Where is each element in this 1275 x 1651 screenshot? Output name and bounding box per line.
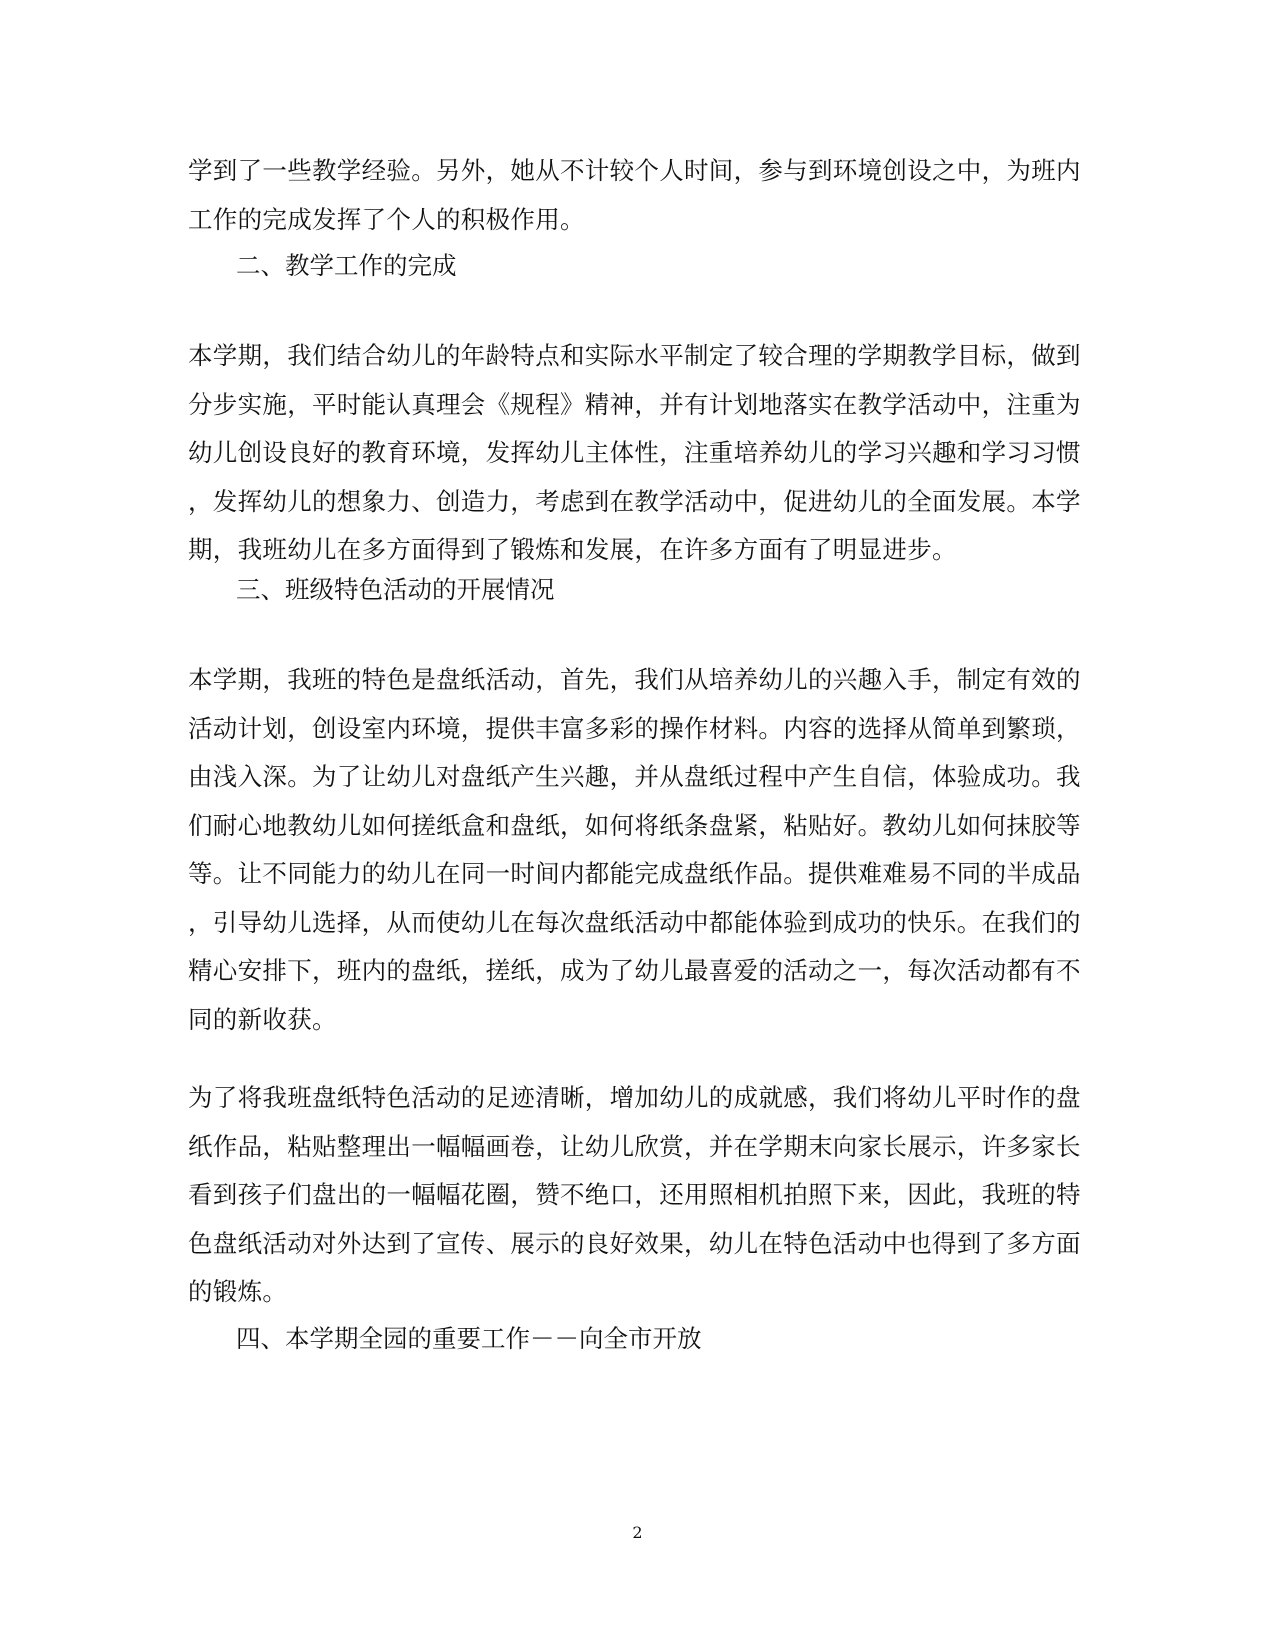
text-line: 为了将我班盘纸特色活动的足迹清晰，增加幼儿的成就感，我们将幼儿平时作的盘	[188, 1083, 1081, 1112]
text-line: 分步实施，平时能认真理会《规程》精神，并有计划地落实在教学活动中，注重为	[188, 389, 1081, 419]
text-line: 期，我班幼儿在多方面得到了锻炼和发展，在许多方面有了明显进步。	[188, 535, 957, 564]
teaching-work-paragraph	[188, 332, 1088, 575]
class-activities-paragraph-1	[188, 656, 1088, 1044]
text-line: ，发挥幼儿的想象力、创造力，考虑到在教学活动中，促进幼儿的全面发展。本学	[188, 486, 1081, 516]
text-line: 工作的完成发挥了个人的积极作用。	[188, 204, 585, 234]
text-line: 色盘纸活动对外达到了宣传、展示的良好效果，幼儿在特色活动中也得到了多方面	[188, 1228, 1081, 1258]
text-line: 由浅入深。为了让幼儿对盘纸产生兴趣，并从盘纸过程中产生自信，体验成功。我	[188, 762, 1081, 791]
text-line: 们耐心地教幼儿如何搓纸盒和盘纸，如何将纸条盘紧，粘贴好。教幼儿如何抹胶等	[188, 810, 1081, 840]
text-line: 学到了一些教学经验。另外，她从不计较个人时间，参与到环境创设之中，为班内	[188, 156, 1081, 185]
text-line: 同的新收获。	[188, 1004, 337, 1034]
section-heading-class-activities: 三、班级特色活动的开展情况	[236, 575, 555, 604]
text-line: 幼儿创设良好的教育环境，发挥幼儿主体性，注重培养幼儿的学习兴趣和学习习惯	[188, 438, 1081, 467]
text-line: 活动计划，创设室内环境，提供丰富多彩的操作材料。内容的选择从简单到繁琐，	[188, 713, 1081, 743]
text-line: 精心安排下，班内的盘纸，搓纸，成为了幼儿最喜爱的活动之一，每次活动都有不	[188, 956, 1081, 985]
text-line: 本学期，我班的特色是盘纸活动，首先，我们从培养幼儿的兴趣入手，制定有效的	[188, 665, 1081, 694]
page-number: 2	[632, 1523, 643, 1542]
text-line: 看到孩子们盘出的一幅幅花圈，赞不绝口，还用照相机拍照下来，因此，我班的特	[188, 1180, 1081, 1209]
text-line: 等。让不同能力的幼儿在同一时间内都能完成盘纸作品。提供难难易不同的半成品	[188, 859, 1081, 888]
text-line: 纸作品，粘贴整理出一幅幅画卷，让幼儿欣赏，并在学期末向家长展示，许多家长	[188, 1131, 1081, 1161]
text-line: 的锻炼。	[188, 1277, 288, 1306]
section-heading-open-to-city: 四、本学期全园的重要工作－－向全市开放	[236, 1324, 702, 1353]
text-line: ，引导幼儿选择，从而使幼儿在每次盘纸活动中都能体验到成功的快乐。在我们的	[188, 907, 1081, 937]
text-line: 本学期，我们结合幼儿的年龄特点和实际水平制定了较合理的学期教学目标，做到	[188, 341, 1081, 370]
section-heading-teaching-work: 二、教学工作的完成	[236, 251, 457, 280]
continuation-paragraph	[188, 147, 1088, 244]
class-activities-paragraph-2	[188, 1074, 1088, 1317]
